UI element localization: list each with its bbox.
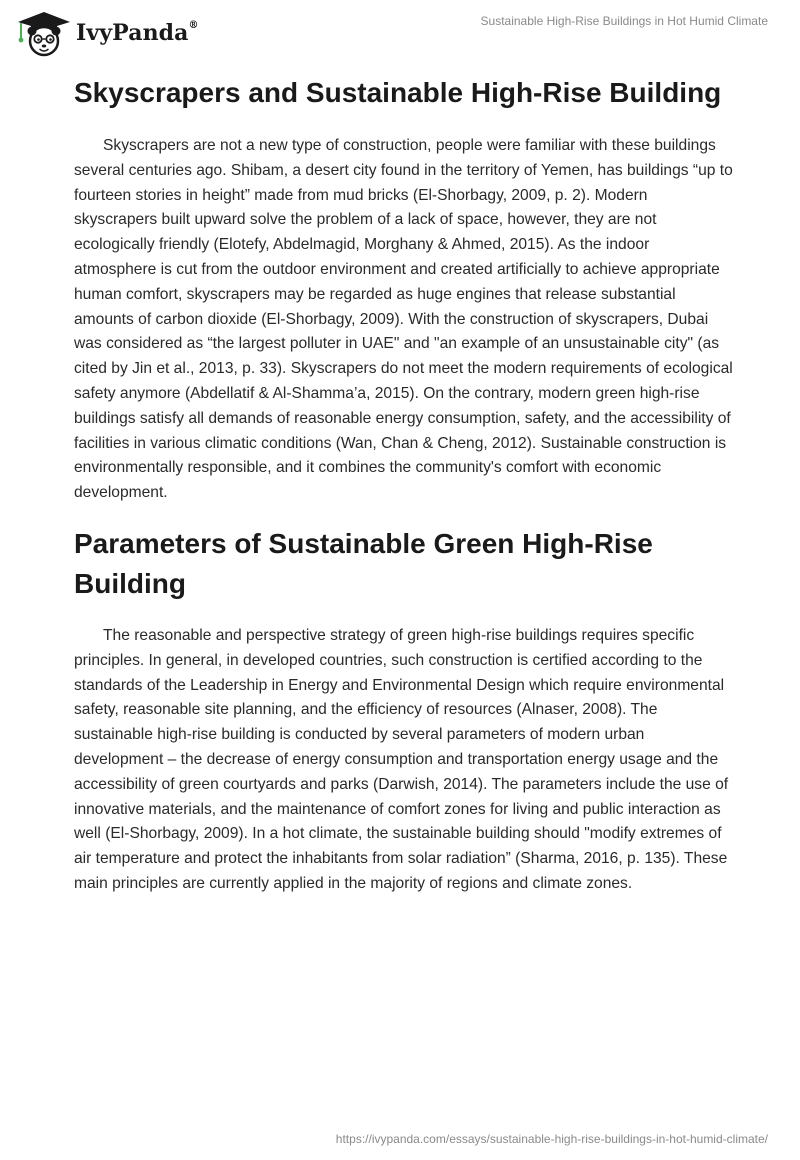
- section-paragraph: Skyscrapers are not a new type of construction, people were familiar with these buildings several centuries ago. Shibam, a desert city found in the territory of Yemen, has buildings “up to fourteen stories in height” made from mud bricks (El-Shorbagy, 2009, p. 2). Modern skyscrapers built upward solve the problem of a lack of space, however, they are not ecologically friendly (Elotefy, Abdelmagid, Morghany & Ahmed, 2015). As the indoor atmosphere is cut from the outdoor environment and created artificially to achieve appropriate human comfort, skyscrapers may be regarded as huge engines that release substantial amounts of carbon dioxide (El-Shorbagy, 2009). With the construction of skyscrapers, Dubai was considered as “the largest polluter in UAE" and "an example of an unsustainable city" (as cited by Jin et al., 2013, p. 33). Skyscrapers do not meet the modern requirements of ecological safety anymore (Abdellatif & Al-Shamma’a, 2015). On the contrary, modern green high-rise buildings satisfy all demands of reasonable energy consumption, safety, and the accessibility of facilities in various climatic conditions (Wan, Chan & Cheng, 2012). Sustainable construction is environmentally responsible, and it combines the community's comfort with economic development.: [74, 137, 733, 502]
- brand-name: IvyPanda®: [76, 19, 199, 46]
- source-url[interactable]: https://ivypanda.com/essays/sustainable-high-rise-buildings-in-hot-humid-climate/: [335, 1132, 768, 1146]
- page-header: [0, 0, 800, 70]
- registered-mark: ®: [188, 19, 199, 31]
- section-paragraph: The reasonable and perspective strategy of green high-rise buildings requires specific principles. In general, in developed countries, such construction is certified according to the standards of the Leadership in Energy and Environmental Design which require environmental safety, reasonable site planning, and the efficiency of resources (Alnaser, 2008). The sustainable high-rise building is conducted by several parameters of modern urban development – the decrease of energy consumption and transportation energy usage and the accessibility of green courtyards and parks (Darwish, 2014). The parameters include the use of innovative materials, and the maintenance of comfort zones for living and public interaction as well (El-Shorbagy, 2009). In a hot climate, the sustainable building should "modify extremes of air temperature and protect the inhabitants from solar radiation” (Sharma, 2016, p. 135). These main principles are currently applied in the majority of regions and climate zones.: [74, 626, 729, 892]
- panda-graduate-icon: [14, 8, 74, 58]
- section-heading: Skyscrapers and Sustainable High-Rise Building: [74, 77, 722, 108]
- section-heading: Parameters of Sustainable Green High-Rise Building: [74, 527, 653, 599]
- document-title: Sustainable High-Rise Buildings in Hot Humid Climate: [480, 14, 768, 28]
- ivypanda-logo[interactable]: [14, 8, 199, 58]
- essay-content: [74, 72, 734, 897]
